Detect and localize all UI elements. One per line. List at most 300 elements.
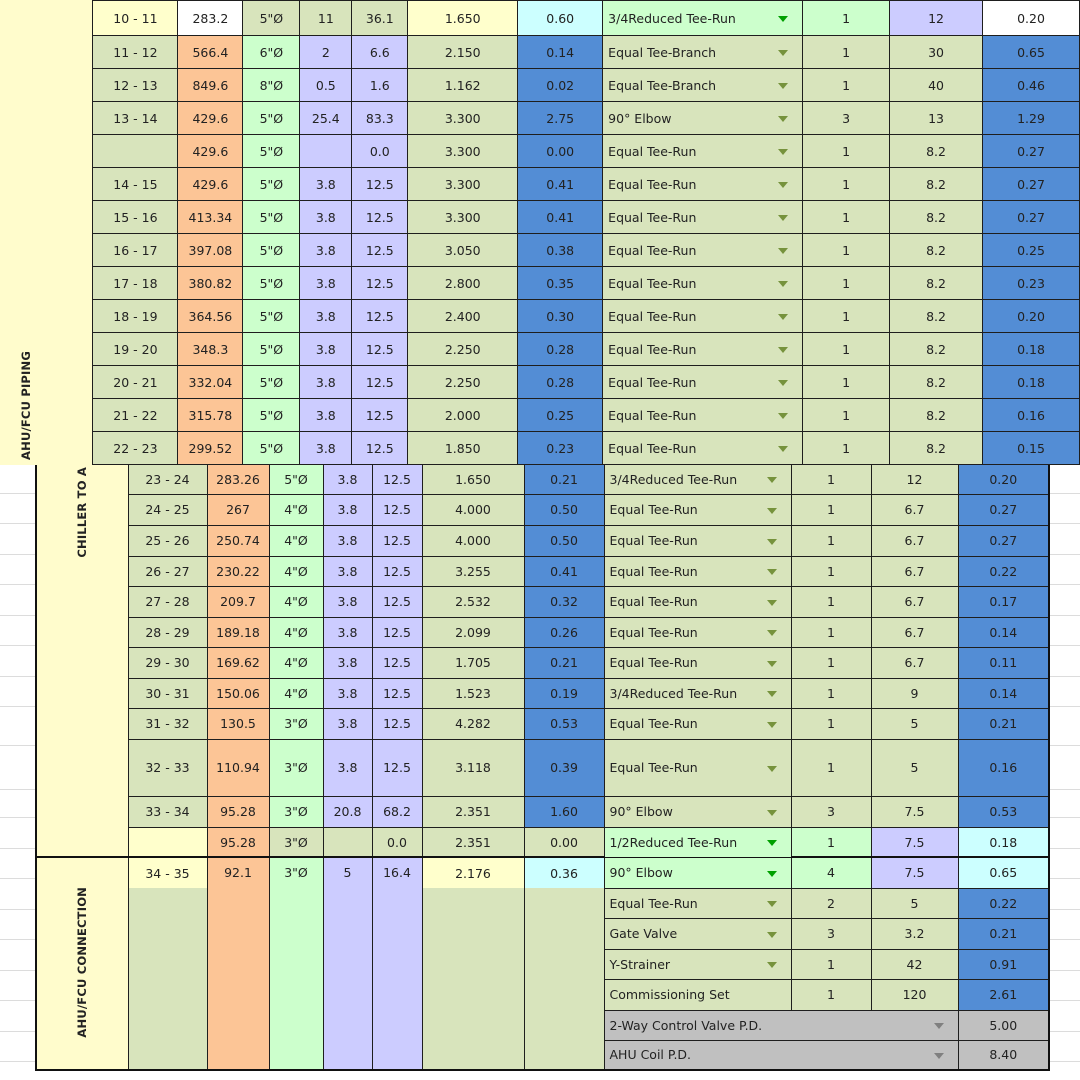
k-factor-cell[interactable]: 8.2 — [890, 267, 983, 300]
equiv-length-cell[interactable]: 12.5 — [372, 739, 422, 796]
fitting-dropdown[interactable]: Equal Tee-Run — [604, 556, 791, 586]
length-cell[interactable]: 3.8 — [300, 234, 352, 267]
segment-cell[interactable]: 13 - 14 — [93, 102, 178, 135]
fitting-pd-cell[interactable]: 0.20 — [982, 300, 1079, 333]
coil-pd-cell[interactable]: 8.40 — [958, 1040, 1049, 1070]
segment-cell[interactable]: 26 - 27 — [128, 556, 207, 586]
length-cell[interactable]: 20.8 — [323, 796, 372, 827]
pressure-drop-cell[interactable]: 0.21 — [524, 647, 604, 678]
k-factor-cell[interactable]: 12 — [890, 1, 983, 36]
fitting-pd-cell[interactable]: 0.23 — [982, 267, 1079, 300]
velocity-cell[interactable]: 2.400 — [408, 300, 518, 333]
fitting-dropdown[interactable]: Equal Tee-Run — [604, 494, 791, 525]
dropdown-arrow-icon[interactable] — [767, 691, 777, 697]
k-factor-cell[interactable]: 8.2 — [890, 432, 983, 465]
velocity-cell[interactable]: 4.282 — [422, 708, 524, 739]
velocity-cell[interactable]: 3.255 — [422, 556, 524, 586]
fitting-dropdown[interactable]: 90° Elbow — [604, 796, 791, 827]
flow-cell[interactable]: 364.56 — [178, 300, 243, 333]
flow-cell[interactable]: 110.94 — [207, 739, 269, 796]
velocity-cell[interactable]: 3.118 — [422, 739, 524, 796]
dropdown-arrow-icon[interactable] — [778, 83, 788, 89]
equiv-length-cell[interactable]: 12.5 — [372, 464, 422, 494]
pipe-size-cell[interactable]: 3"Ø — [269, 857, 323, 1070]
dropdown-arrow-icon[interactable] — [778, 215, 788, 221]
fitting-pd-cell[interactable]: 0.18 — [982, 333, 1079, 366]
length-cell[interactable]: 3.8 — [323, 464, 372, 494]
length-cell[interactable]: 3.8 — [300, 300, 352, 333]
pressure-drop-cell[interactable]: 1.60 — [524, 796, 604, 827]
pressure-drop-cell[interactable]: 0.38 — [518, 234, 603, 267]
fitting-pd-cell[interactable]: 0.21 — [958, 918, 1049, 949]
pressure-drop-cell[interactable]: 0.60 — [518, 1, 603, 36]
quantity-cell[interactable]: 1 — [791, 464, 871, 494]
quantity-cell[interactable]: 1 — [791, 708, 871, 739]
pipe-size-cell[interactable]: 8"Ø — [243, 69, 300, 102]
k-factor-cell[interactable]: 3.2 — [871, 918, 958, 949]
equiv-length-cell[interactable]: 12.5 — [372, 494, 422, 525]
dropdown-arrow-icon[interactable] — [767, 661, 777, 667]
segment-cell[interactable] — [93, 135, 178, 168]
dropdown-arrow-icon[interactable] — [778, 281, 788, 287]
dropdown-arrow-icon[interactable] — [778, 16, 788, 22]
k-factor-cell[interactable]: 7.5 — [871, 857, 958, 888]
pressure-drop-cell[interactable]: 0.25 — [518, 399, 603, 432]
velocity-cell[interactable]: 3.300 — [408, 201, 518, 234]
equiv-length-cell[interactable]: 12.5 — [352, 234, 408, 267]
quantity-cell[interactable]: 1 — [803, 432, 890, 465]
segment-cell[interactable]: 25 - 26 — [128, 525, 207, 556]
pipe-size-cell[interactable]: 5"Ø — [243, 366, 300, 399]
equiv-length-cell[interactable]: 12.5 — [372, 617, 422, 647]
fitting-pd-cell[interactable]: 0.18 — [958, 827, 1049, 857]
pipe-size-cell[interactable]: 5"Ø — [243, 267, 300, 300]
dropdown-arrow-icon[interactable] — [767, 932, 777, 938]
pipe-size-cell[interactable]: 4"Ø — [269, 494, 323, 525]
flow-cell[interactable]: 150.06 — [207, 678, 269, 708]
velocity-cell[interactable]: 2.532 — [422, 586, 524, 617]
dropdown-arrow-icon[interactable] — [778, 116, 788, 122]
fitting-pd-cell[interactable]: 0.27 — [982, 168, 1079, 201]
flow-cell[interactable]: 332.04 — [178, 366, 243, 399]
fitting-dropdown[interactable]: 3/4Reduced Tee-Run — [603, 1, 803, 36]
flow-cell[interactable]: 849.6 — [178, 69, 243, 102]
k-factor-cell[interactable]: 6.7 — [871, 617, 958, 647]
fitting-pd-cell[interactable]: 0.91 — [958, 949, 1049, 979]
dropdown-arrow-icon[interactable] — [767, 962, 777, 968]
velocity-cell[interactable]: 2.099 — [422, 617, 524, 647]
pipe-size-cell[interactable]: 5"Ø — [243, 168, 300, 201]
flow-cell[interactable]: 230.22 — [207, 556, 269, 586]
flow-cell[interactable]: 169.62 — [207, 647, 269, 678]
flow-cell[interactable]: 95.28 — [207, 796, 269, 827]
segment-cell-empty[interactable] — [128, 888, 207, 1070]
dropdown-arrow-icon[interactable] — [767, 569, 777, 575]
fitting-pd-cell[interactable]: 1.29 — [982, 102, 1079, 135]
pipe-size-cell[interactable]: 5"Ø — [269, 464, 323, 494]
equiv-length-cell[interactable]: 12.5 — [372, 525, 422, 556]
coil-pd-dropdown[interactable]: AHU Coil P.D. — [604, 1040, 958, 1070]
pressure-drop-cell[interactable]: 0.50 — [524, 494, 604, 525]
k-factor-cell[interactable]: 8.2 — [890, 135, 983, 168]
length-cell[interactable]: 3.8 — [323, 525, 372, 556]
segment-cell[interactable]: 34 - 35 — [128, 857, 207, 888]
fitting-dropdown[interactable]: Equal Tee-Branch — [603, 69, 803, 102]
k-factor-cell[interactable]: 5 — [871, 888, 958, 918]
fitting-pd-cell[interactable]: 0.15 — [982, 432, 1079, 465]
k-factor-cell[interactable]: 6.7 — [871, 494, 958, 525]
segment-cell[interactable]: 28 - 29 — [128, 617, 207, 647]
velocity-cell[interactable]: 1.523 — [422, 678, 524, 708]
pipe-size-cell[interactable]: 4"Ø — [269, 678, 323, 708]
quantity-cell[interactable]: 1 — [791, 949, 871, 979]
equiv-length-cell[interactable]: 12.5 — [352, 300, 408, 333]
fitting-pd-cell[interactable]: 0.21 — [958, 708, 1049, 739]
velocity-cell[interactable]: 1.705 — [422, 647, 524, 678]
pipe-size-cell[interactable]: 5"Ø — [243, 234, 300, 267]
quantity-cell[interactable]: 1 — [803, 135, 890, 168]
dropdown-arrow-icon[interactable] — [778, 413, 788, 419]
equiv-length-cell[interactable]: 0.0 — [372, 827, 422, 857]
pipe-size-cell[interactable]: 4"Ø — [269, 647, 323, 678]
dropdown-arrow-icon[interactable] — [778, 446, 788, 452]
length-cell[interactable]: 3.8 — [300, 267, 352, 300]
equiv-length-cell[interactable]: 12.5 — [372, 708, 422, 739]
velocity-cell[interactable]: 1.650 — [408, 1, 518, 36]
fitting-pd-cell[interactable]: 0.65 — [958, 857, 1049, 888]
k-factor-cell[interactable]: 8.2 — [890, 168, 983, 201]
fitting-pd-cell[interactable]: 0.53 — [958, 796, 1049, 827]
velocity-cell[interactable]: 2.250 — [408, 333, 518, 366]
quantity-cell[interactable]: 1 — [803, 36, 890, 69]
pipe-size-cell[interactable]: 4"Ø — [269, 617, 323, 647]
k-factor-cell[interactable]: 6.7 — [871, 525, 958, 556]
quantity-cell[interactable]: 1 — [803, 300, 890, 333]
k-factor-cell[interactable]: 5 — [871, 739, 958, 796]
dropdown-arrow-icon[interactable] — [767, 766, 777, 772]
length-cell[interactable] — [323, 827, 372, 857]
equiv-length-cell[interactable]: 16.4 — [372, 857, 422, 1070]
velocity-cell[interactable]: 2.800 — [408, 267, 518, 300]
dropdown-arrow-icon[interactable] — [934, 1053, 944, 1059]
length-cell[interactable]: 3.8 — [300, 432, 352, 465]
quantity-cell[interactable]: 1 — [791, 617, 871, 647]
dropdown-arrow-icon[interactable] — [778, 50, 788, 56]
quantity-cell[interactable]: 1 — [791, 556, 871, 586]
pressure-drop-cell[interactable]: 0.35 — [518, 267, 603, 300]
fitting-pd-cell[interactable]: 0.27 — [982, 135, 1079, 168]
dropdown-arrow-icon[interactable] — [767, 722, 777, 728]
length-cell[interactable]: 3.8 — [323, 494, 372, 525]
fitting-label[interactable]: Commissioning Set — [604, 979, 791, 1010]
velocity-cell[interactable]: 2.176 — [422, 857, 524, 888]
equiv-length-cell[interactable]: 12.5 — [372, 586, 422, 617]
dropdown-arrow-icon[interactable] — [767, 477, 777, 483]
fitting-pd-cell[interactable]: 0.20 — [958, 464, 1049, 494]
segment-cell[interactable]: 19 - 20 — [93, 333, 178, 366]
segment-cell[interactable]: 11 - 12 — [93, 36, 178, 69]
segment-cell[interactable]: 20 - 21 — [93, 366, 178, 399]
control-valve-pd-cell[interactable]: 5.00 — [958, 1010, 1049, 1040]
quantity-cell[interactable]: 1 — [791, 586, 871, 617]
length-cell[interactable]: 3.8 — [300, 366, 352, 399]
equiv-length-cell[interactable]: 12.5 — [352, 201, 408, 234]
length-cell[interactable]: 3.8 — [300, 201, 352, 234]
flow-cell[interactable]: 315.78 — [178, 399, 243, 432]
flow-cell[interactable]: 413.34 — [178, 201, 243, 234]
equiv-length-cell[interactable]: 0.0 — [352, 135, 408, 168]
equiv-length-cell[interactable]: 12.5 — [352, 366, 408, 399]
pipe-size-cell[interactable]: 5"Ø — [243, 1, 300, 36]
quantity-cell[interactable]: 3 — [791, 796, 871, 827]
dropdown-arrow-icon[interactable] — [767, 508, 777, 514]
length-cell[interactable]: 25.4 — [300, 102, 352, 135]
k-factor-cell[interactable]: 6.7 — [871, 647, 958, 678]
velocity-cell[interactable]: 3.050 — [408, 234, 518, 267]
k-factor-cell[interactable]: 7.5 — [871, 796, 958, 827]
length-cell[interactable]: 3.8 — [323, 647, 372, 678]
fitting-pd-cell[interactable]: 0.22 — [958, 556, 1049, 586]
segment-cell[interactable]: 12 - 13 — [93, 69, 178, 102]
fitting-dropdown[interactable]: Equal Tee-Run — [603, 168, 803, 201]
quantity-cell[interactable]: 1 — [803, 69, 890, 102]
pressure-drop-cell[interactable]: 0.39 — [524, 739, 604, 796]
pressure-drop-cell[interactable]: 0.26 — [524, 617, 604, 647]
dropdown-arrow-icon[interactable] — [767, 810, 777, 816]
fitting-dropdown[interactable]: Equal Tee-Run — [603, 201, 803, 234]
k-factor-cell[interactable]: 40 — [890, 69, 983, 102]
velocity-cell-empty[interactable] — [422, 888, 524, 1070]
fitting-pd-cell[interactable]: 0.14 — [958, 617, 1049, 647]
dropdown-arrow-icon[interactable] — [767, 600, 777, 606]
flow-cell[interactable]: 348.3 — [178, 333, 243, 366]
flow-cell[interactable]: 429.6 — [178, 102, 243, 135]
pressure-drop-cell[interactable]: 0.41 — [518, 201, 603, 234]
pipe-size-cell[interactable]: 5"Ø — [243, 135, 300, 168]
length-cell[interactable]: 3.8 — [323, 617, 372, 647]
flow-cell[interactable]: 250.74 — [207, 525, 269, 556]
segment-cell[interactable] — [128, 827, 207, 857]
dropdown-arrow-icon[interactable] — [778, 347, 788, 353]
pipe-size-cell[interactable]: 3"Ø — [269, 827, 323, 857]
fitting-pd-cell[interactable]: 0.27 — [958, 525, 1049, 556]
segment-cell[interactable]: 14 - 15 — [93, 168, 178, 201]
velocity-cell[interactable]: 2.351 — [422, 796, 524, 827]
pipe-size-cell[interactable]: 4"Ø — [269, 556, 323, 586]
pressure-drop-cell[interactable]: 0.00 — [524, 827, 604, 857]
length-cell[interactable]: 3.8 — [323, 586, 372, 617]
fitting-dropdown[interactable]: 3/4Reduced Tee-Run — [604, 678, 791, 708]
equiv-length-cell[interactable]: 12.5 — [352, 168, 408, 201]
fitting-dropdown[interactable]: Equal Tee-Run — [604, 888, 791, 918]
pressure-drop-cell-empty[interactable] — [524, 888, 604, 1070]
segment-cell[interactable]: 22 - 23 — [93, 432, 178, 465]
k-factor-cell[interactable]: 42 — [871, 949, 958, 979]
velocity-cell[interactable]: 3.300 — [408, 135, 518, 168]
flow-cell[interactable]: 283.2 — [178, 1, 243, 36]
pressure-drop-cell[interactable]: 0.50 — [524, 525, 604, 556]
length-cell[interactable]: 3.8 — [300, 168, 352, 201]
segment-cell[interactable]: 21 - 22 — [93, 399, 178, 432]
equiv-length-cell[interactable]: 83.3 — [352, 102, 408, 135]
fitting-pd-cell[interactable]: 0.65 — [982, 36, 1079, 69]
fitting-pd-cell[interactable]: 0.22 — [958, 888, 1049, 918]
fitting-pd-cell[interactable]: 0.17 — [958, 586, 1049, 617]
quantity-cell[interactable]: 1 — [803, 1, 890, 36]
k-factor-cell[interactable]: 8.2 — [890, 300, 983, 333]
pressure-drop-cell[interactable]: 2.75 — [518, 102, 603, 135]
fitting-pd-cell[interactable]: 0.27 — [958, 494, 1049, 525]
pipe-size-cell[interactable]: 5"Ø — [243, 300, 300, 333]
pipe-size-cell[interactable]: 6"Ø — [243, 36, 300, 69]
equiv-length-cell[interactable]: 36.1 — [352, 1, 408, 36]
velocity-cell[interactable]: 3.300 — [408, 102, 518, 135]
fitting-pd-cell[interactable]: 0.16 — [982, 399, 1079, 432]
dropdown-arrow-icon[interactable] — [767, 630, 777, 636]
flow-cell[interactable]: 267 — [207, 494, 269, 525]
pipe-size-cell[interactable]: 3"Ø — [269, 739, 323, 796]
fitting-pd-cell[interactable]: 0.20 — [982, 1, 1079, 36]
flow-cell[interactable]: 95.28 — [207, 827, 269, 857]
segment-cell[interactable]: 23 - 24 — [128, 464, 207, 494]
pressure-drop-cell[interactable]: 0.14 — [518, 36, 603, 69]
pressure-drop-cell[interactable]: 0.53 — [524, 708, 604, 739]
flow-cell[interactable]: 380.82 — [178, 267, 243, 300]
equiv-length-cell[interactable]: 12.5 — [372, 556, 422, 586]
fitting-pd-cell[interactable]: 0.46 — [982, 69, 1079, 102]
quantity-cell[interactable]: 1 — [803, 267, 890, 300]
segment-cell[interactable]: 30 - 31 — [128, 678, 207, 708]
length-cell[interactable]: 5 — [323, 857, 372, 1070]
equiv-length-cell[interactable]: 12.5 — [372, 678, 422, 708]
pipe-size-cell[interactable]: 4"Ø — [269, 586, 323, 617]
length-cell[interactable]: 3.8 — [323, 556, 372, 586]
pipe-size-cell[interactable]: 5"Ø — [243, 432, 300, 465]
velocity-cell[interactable]: 2.250 — [408, 366, 518, 399]
dropdown-arrow-icon[interactable] — [778, 182, 788, 188]
fitting-pd-cell[interactable]: 0.16 — [958, 739, 1049, 796]
pressure-drop-cell[interactable]: 0.28 — [518, 333, 603, 366]
fitting-pd-cell[interactable]: 0.18 — [982, 366, 1079, 399]
fitting-dropdown[interactable]: Equal Tee-Run — [603, 399, 803, 432]
flow-cell[interactable]: 130.5 — [207, 708, 269, 739]
pressure-drop-cell[interactable]: 0.36 — [524, 857, 604, 888]
pressure-drop-cell[interactable]: 0.30 — [518, 300, 603, 333]
k-factor-cell[interactable]: 12 — [871, 464, 958, 494]
length-cell[interactable]: 11 — [300, 1, 352, 36]
fitting-dropdown[interactable]: 3/4Reduced Tee-Run — [604, 464, 791, 494]
quantity-cell[interactable]: 1 — [791, 525, 871, 556]
quantity-cell[interactable]: 1 — [791, 979, 871, 1010]
velocity-cell[interactable]: 2.351 — [422, 827, 524, 857]
flow-cell[interactable]: 429.6 — [178, 168, 243, 201]
quantity-cell[interactable]: 1 — [803, 366, 890, 399]
k-factor-cell[interactable]: 8.2 — [890, 201, 983, 234]
k-factor-cell[interactable]: 6.7 — [871, 556, 958, 586]
dropdown-arrow-icon[interactable] — [767, 901, 777, 907]
k-factor-cell[interactable]: 8.2 — [890, 399, 983, 432]
fitting-dropdown[interactable]: Equal Tee-Run — [603, 366, 803, 399]
fitting-dropdown[interactable]: Equal Tee-Run — [603, 234, 803, 267]
flow-cell[interactable]: 429.6 — [178, 135, 243, 168]
velocity-cell[interactable]: 1.650 — [422, 464, 524, 494]
segment-cell[interactable]: 24 - 25 — [128, 494, 207, 525]
quantity-cell[interactable]: 3 — [791, 918, 871, 949]
segment-cell[interactable]: 16 - 17 — [93, 234, 178, 267]
velocity-cell[interactable]: 4.000 — [422, 525, 524, 556]
dropdown-arrow-icon[interactable] — [778, 380, 788, 386]
fitting-dropdown[interactable]: 90° Elbow — [604, 857, 791, 888]
quantity-cell[interactable]: 1 — [791, 739, 871, 796]
dropdown-arrow-icon[interactable] — [778, 149, 788, 155]
dropdown-arrow-icon[interactable] — [778, 314, 788, 320]
pipe-size-cell[interactable]: 3"Ø — [269, 708, 323, 739]
length-cell[interactable]: 3.8 — [323, 708, 372, 739]
dropdown-arrow-icon[interactable] — [934, 1023, 944, 1029]
segment-cell[interactable]: 27 - 28 — [128, 586, 207, 617]
pressure-drop-cell[interactable]: 0.23 — [518, 432, 603, 465]
k-factor-cell[interactable]: 8.2 — [890, 333, 983, 366]
k-factor-cell[interactable]: 120 — [871, 979, 958, 1010]
length-cell[interactable]: 3.8 — [323, 739, 372, 796]
fitting-dropdown[interactable]: Equal Tee-Run — [604, 647, 791, 678]
fitting-pd-cell[interactable]: 2.61 — [958, 979, 1049, 1010]
pipe-size-cell[interactable]: 5"Ø — [243, 201, 300, 234]
fitting-pd-cell[interactable]: 0.14 — [958, 678, 1049, 708]
pipe-size-cell[interactable]: 5"Ø — [243, 399, 300, 432]
segment-cell[interactable]: 31 - 32 — [128, 708, 207, 739]
segment-cell[interactable]: 10 - 11 — [93, 1, 178, 36]
velocity-cell[interactable]: 4.000 — [422, 494, 524, 525]
equiv-length-cell[interactable]: 6.6 — [352, 36, 408, 69]
k-factor-cell[interactable]: 8.2 — [890, 366, 983, 399]
flow-cell[interactable]: 566.4 — [178, 36, 243, 69]
fitting-pd-cell[interactable]: 0.27 — [982, 201, 1079, 234]
fitting-dropdown[interactable]: Equal Tee-Run — [603, 135, 803, 168]
velocity-cell[interactable]: 1.162 — [408, 69, 518, 102]
fitting-dropdown[interactable]: Equal Tee-Run — [604, 708, 791, 739]
pipe-size-cell[interactable]: 5"Ø — [243, 102, 300, 135]
segment-cell[interactable]: 33 - 34 — [128, 796, 207, 827]
fitting-dropdown[interactable]: 1/2Reduced Tee-Run — [604, 827, 791, 857]
velocity-cell[interactable]: 2.000 — [408, 399, 518, 432]
quantity-cell[interactable]: 3 — [803, 102, 890, 135]
equiv-length-cell[interactable]: 12.5 — [352, 267, 408, 300]
segment-cell[interactable]: 17 - 18 — [93, 267, 178, 300]
length-cell[interactable] — [300, 135, 352, 168]
k-factor-cell[interactable]: 6.7 — [871, 586, 958, 617]
fitting-dropdown[interactable]: Equal Tee-Run — [604, 617, 791, 647]
fitting-dropdown[interactable]: Equal Tee-Run — [604, 525, 791, 556]
flow-cell[interactable]: 397.08 — [178, 234, 243, 267]
dropdown-arrow-icon[interactable] — [778, 248, 788, 254]
fitting-dropdown[interactable]: Equal Tee-Run — [603, 267, 803, 300]
control-valve-dropdown[interactable]: 2-Way Control Valve P.D. — [604, 1010, 958, 1040]
fitting-dropdown[interactable]: Y-Strainer — [604, 949, 791, 979]
pressure-drop-cell[interactable]: 0.19 — [524, 678, 604, 708]
equiv-length-cell[interactable]: 12.5 — [352, 333, 408, 366]
segment-cell[interactable]: 29 - 30 — [128, 647, 207, 678]
k-factor-cell[interactable]: 7.5 — [871, 827, 958, 857]
flow-cell[interactable]: 92.1 — [207, 857, 269, 1070]
pressure-drop-cell[interactable]: 0.41 — [518, 168, 603, 201]
dropdown-arrow-icon[interactable] — [767, 539, 777, 545]
quantity-cell[interactable]: 1 — [791, 827, 871, 857]
k-factor-cell[interactable]: 30 — [890, 36, 983, 69]
segment-cell[interactable]: 15 - 16 — [93, 201, 178, 234]
fitting-pd-cell[interactable]: 0.25 — [982, 234, 1079, 267]
fitting-dropdown[interactable]: 90° Elbow — [603, 102, 803, 135]
